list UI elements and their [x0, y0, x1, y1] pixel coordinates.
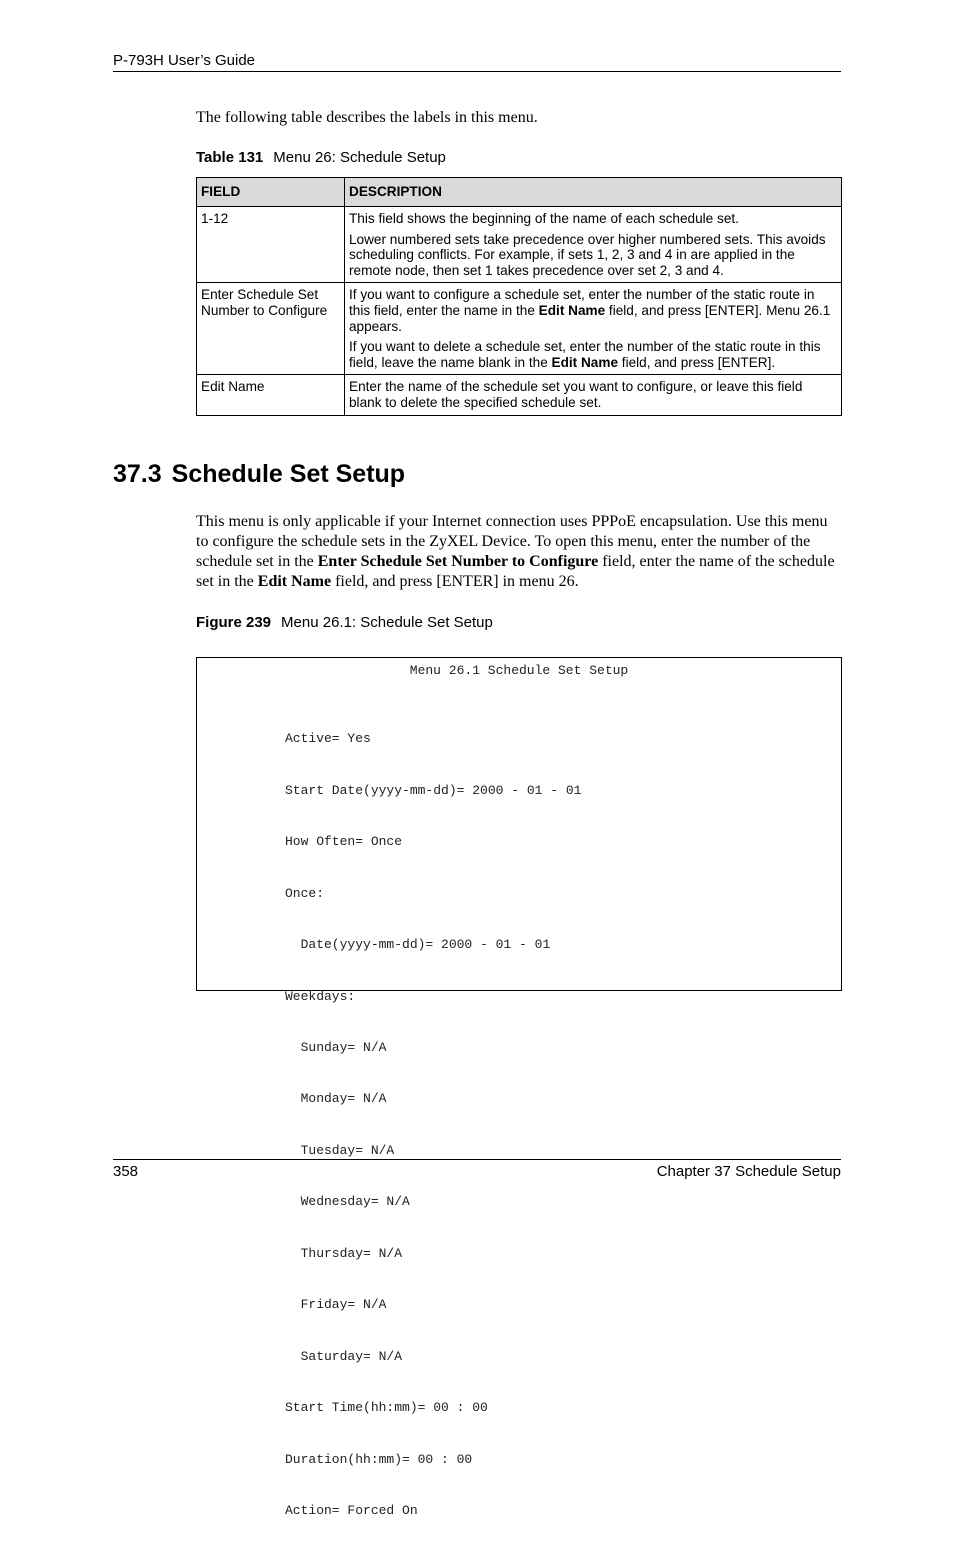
body-paragraph	[196, 512, 842, 592]
field-cell: Edit Name	[197, 375, 345, 415]
description-paragraph: Enter the name of the schedule set you want to configure, or leave this field blank to delete the specified schedule set.	[349, 379, 803, 410]
screen-line: Action= Forced On	[285, 1503, 418, 1519]
screen-line: Once:	[285, 885, 325, 901]
text-run: field, and press [ENTER] in menu 26.	[331, 573, 579, 590]
page-number: 358	[113, 1163, 139, 1180]
description-cell	[345, 375, 842, 415]
text-run: This menu is only applicable if your Internet connection uses PPPoE encapsulation. Use this menu to configure the schedule sets in the ZyXEL Device. To open this menu, enter the number of the schedule set in the	[196, 513, 828, 570]
section-title: Schedule Set Setup	[171, 460, 406, 488]
figure-number: Figure 239	[196, 614, 272, 631]
intro-text: The following table describes the labels in this menu.	[196, 109, 538, 126]
description-cell	[345, 283, 842, 375]
text-run: If you want to delete a schedule set, enter the number of the static route in this field, leave the name blank in the	[349, 339, 821, 370]
field-cell: Enter Schedule Set Number to Configure	[197, 283, 345, 375]
screen-line: Start Time(hh:mm)= 00 : 00	[285, 1400, 488, 1416]
screen-line: How Often= Once	[285, 834, 403, 850]
bold-term: Edit Name	[538, 302, 606, 318]
guide-title: P-793H User’s Guide	[113, 52, 256, 69]
table-row	[197, 283, 842, 375]
description-paragraph: This field shows the beginning of the name of each schedule set.	[349, 211, 739, 226]
chapter-title: Chapter 37 Schedule Setup	[656, 1163, 841, 1180]
page-header	[113, 52, 841, 72]
description-paragraph: Lower numbered sets take precedence over higher numbered sets. This avoids scheduling conflicts. For example, if sets 1, 2, 3 and 4 in are applied in the remote node, then set 1 takes precedence over set 2, 3 and 4.	[349, 231, 826, 278]
description-paragraph	[349, 339, 837, 370]
figure-title: Menu 26.1: Schedule Set Setup	[281, 614, 493, 631]
screen-line: Weekdays:	[285, 988, 356, 1004]
screen-line: Monday= N/A	[285, 1091, 387, 1107]
figure-caption	[196, 614, 493, 632]
bold-term: Enter Schedule Set Number to Configure	[317, 553, 599, 570]
table-row	[197, 207, 842, 283]
screen-line: Sunday= N/A	[285, 1040, 387, 1056]
section-heading	[113, 458, 405, 490]
screen-title: Menu 26.1 Schedule Set Setup	[409, 663, 629, 678]
table-header-row	[197, 178, 842, 207]
screen-line: Start Date(yyyy-mm-dd)= 2000 - 01 - 01	[285, 782, 582, 798]
section-number: 37.3	[113, 460, 162, 488]
text-run: field, enter the name of the schedule set in the	[196, 553, 835, 590]
screen-line: Date(yyyy-mm-dd)= 2000 - 01 - 01	[285, 937, 551, 953]
table-caption	[196, 149, 446, 167]
table-number: Table 131	[196, 149, 264, 166]
bold-term: Edit Name	[551, 354, 619, 370]
description-paragraph	[349, 287, 837, 334]
table-title: Menu 26: Schedule Setup	[273, 149, 446, 166]
text-run: field, and press [ENTER].	[618, 354, 776, 370]
screen-line: Friday= N/A	[285, 1297, 387, 1313]
bold-term: Edit Name	[257, 573, 332, 590]
screen-line: Active= Yes	[285, 731, 371, 747]
screen-line: Wednesday= N/A	[285, 1194, 410, 1210]
table-row	[197, 375, 842, 415]
screen-lines	[285, 696, 581, 1554]
header-description: DESCRIPTION	[345, 178, 842, 207]
screen-line: Duration(hh:mm)= 00 : 00	[285, 1451, 473, 1467]
description-cell	[345, 207, 842, 283]
page-footer	[113, 1159, 841, 1181]
screen-line: Tuesday= N/A	[285, 1142, 395, 1158]
description-table	[196, 177, 842, 416]
screen-line: Thursday= N/A	[285, 1245, 403, 1261]
text-run: If you want to configure a schedule set, enter the number of the static route in this field, enter the name in the	[349, 287, 815, 318]
field-cell: 1-12	[197, 207, 345, 283]
text-run: field, and press [ENTER]. Menu 26.1 appears.	[349, 302, 831, 334]
screen-line: Saturday= N/A	[285, 1348, 403, 1364]
header-field: FIELD	[197, 178, 345, 207]
